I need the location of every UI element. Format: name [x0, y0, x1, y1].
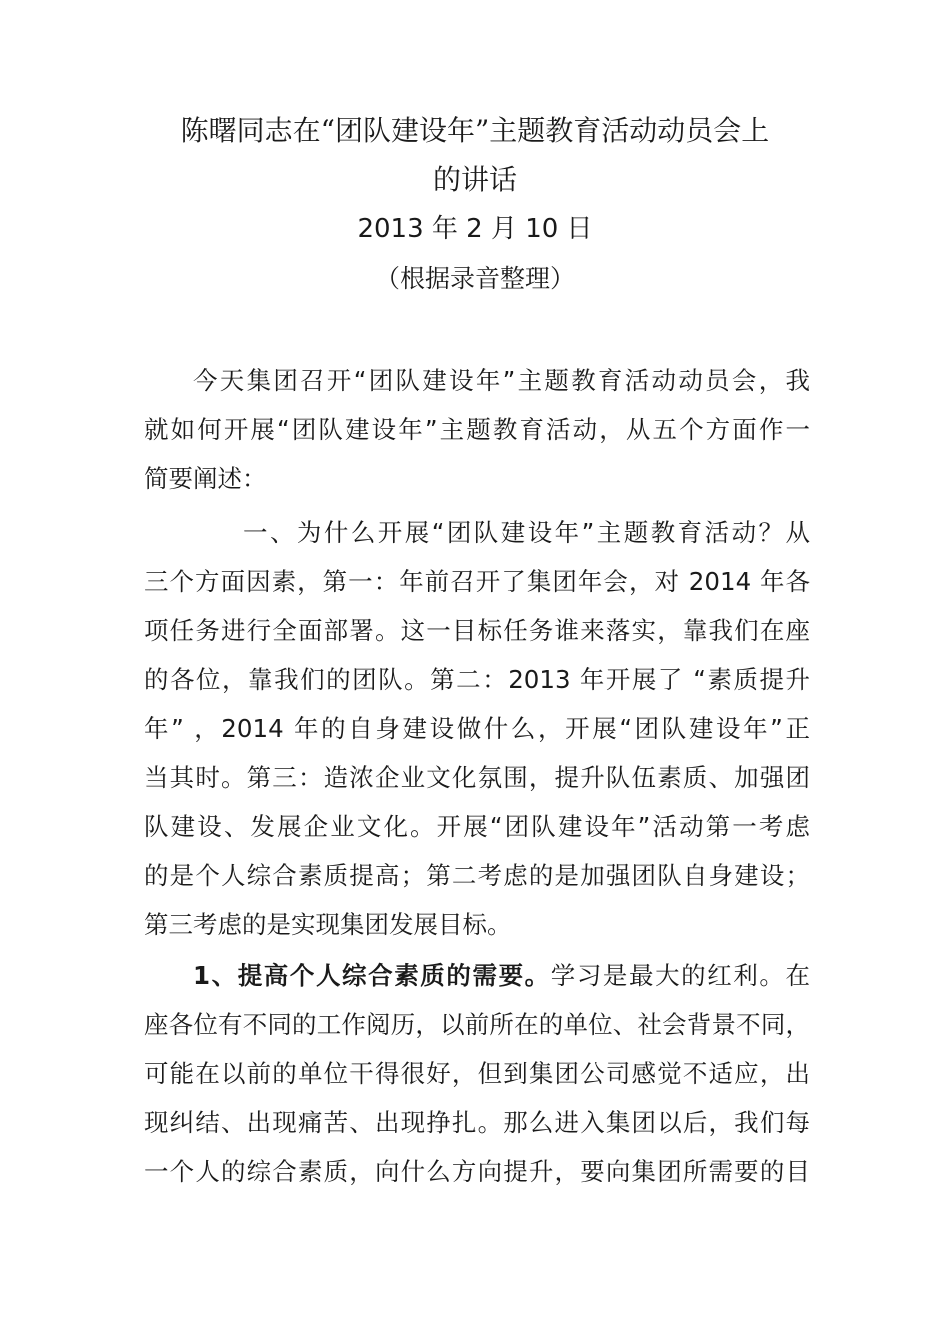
paragraph-2-line-4: 的各位，靠我们的团队。第二：2013 年开展了 “素质提升 [144, 665, 810, 694]
paragraph-3-line-5: 一个人的综合素质，向什么方向提升，要向集团所需要的目 [144, 1157, 810, 1186]
paragraph-3-line-4: 现纠结、出现痛苦、出现挣扎。那么进入集团以后，我们每 [144, 1108, 810, 1137]
speech-date: 2013 年 2 月 10 日 [357, 214, 593, 244]
paragraph-2-line-1: 一、为什么开展“团队建设年”主题教育活动？从 [243, 518, 810, 547]
paragraph-2-line-6: 当其时。第三：造浓企业文化氛围，提升队伍素质、加强团 [144, 763, 810, 792]
paragraph-3-line-1 [193, 951, 810, 1000]
document-title-line-1: 陈曙同志在“团队建设年”主题教育活动动员会上 [180, 114, 770, 147]
paragraph-2-line-7: 队建设、发展企业文化。开展“团队建设年”活动第一考虑 [144, 812, 810, 841]
paragraph-3-line-2: 座各位有不同的工作阅历，以前所在的单位、社会背景不同， [144, 1010, 810, 1039]
paragraph-2-line-9: 第三考虑的是实现集团发展目标。 [144, 910, 512, 939]
transcription-note: （根据录音整理） [374, 264, 575, 293]
paragraph-2-line-2: 三个方面因素，第一：年前召开了集团年会，对 2014 年各 [144, 567, 810, 596]
paragraph-3-line-3: 可能在以前的单位干得很好，但到集团公司感觉不适应，出 [144, 1059, 810, 1088]
paragraph-1-line-1: 今天集团召开“团队建设年”主题教育活动动员会，我 [193, 366, 810, 395]
paragraph-2-line-3: 项任务进行全面部署。这一目标任务谁来落实，靠我们在座 [144, 616, 810, 645]
paragraph-3-line-1-text: 学习是最大的红利。在 [550, 961, 811, 990]
section-heading-1: 1、提高个人综合素质的需要。 [193, 961, 551, 990]
document-title-line-2: 的讲话 [432, 163, 517, 196]
paragraph-1-line-2: 就如何开展“团队建设年”主题教育活动，从五个方面作一 [144, 415, 810, 444]
paragraph-2-line-8: 的是个人综合素质提高；第二考虑的是加强团队自身建设； [144, 861, 810, 890]
paragraph-2-line-5: 年” ，2014 年的自身建设做什么，开展“团队建设年”正 [144, 714, 810, 743]
paragraph-1-line-3: 简要阐述： [144, 464, 267, 493]
